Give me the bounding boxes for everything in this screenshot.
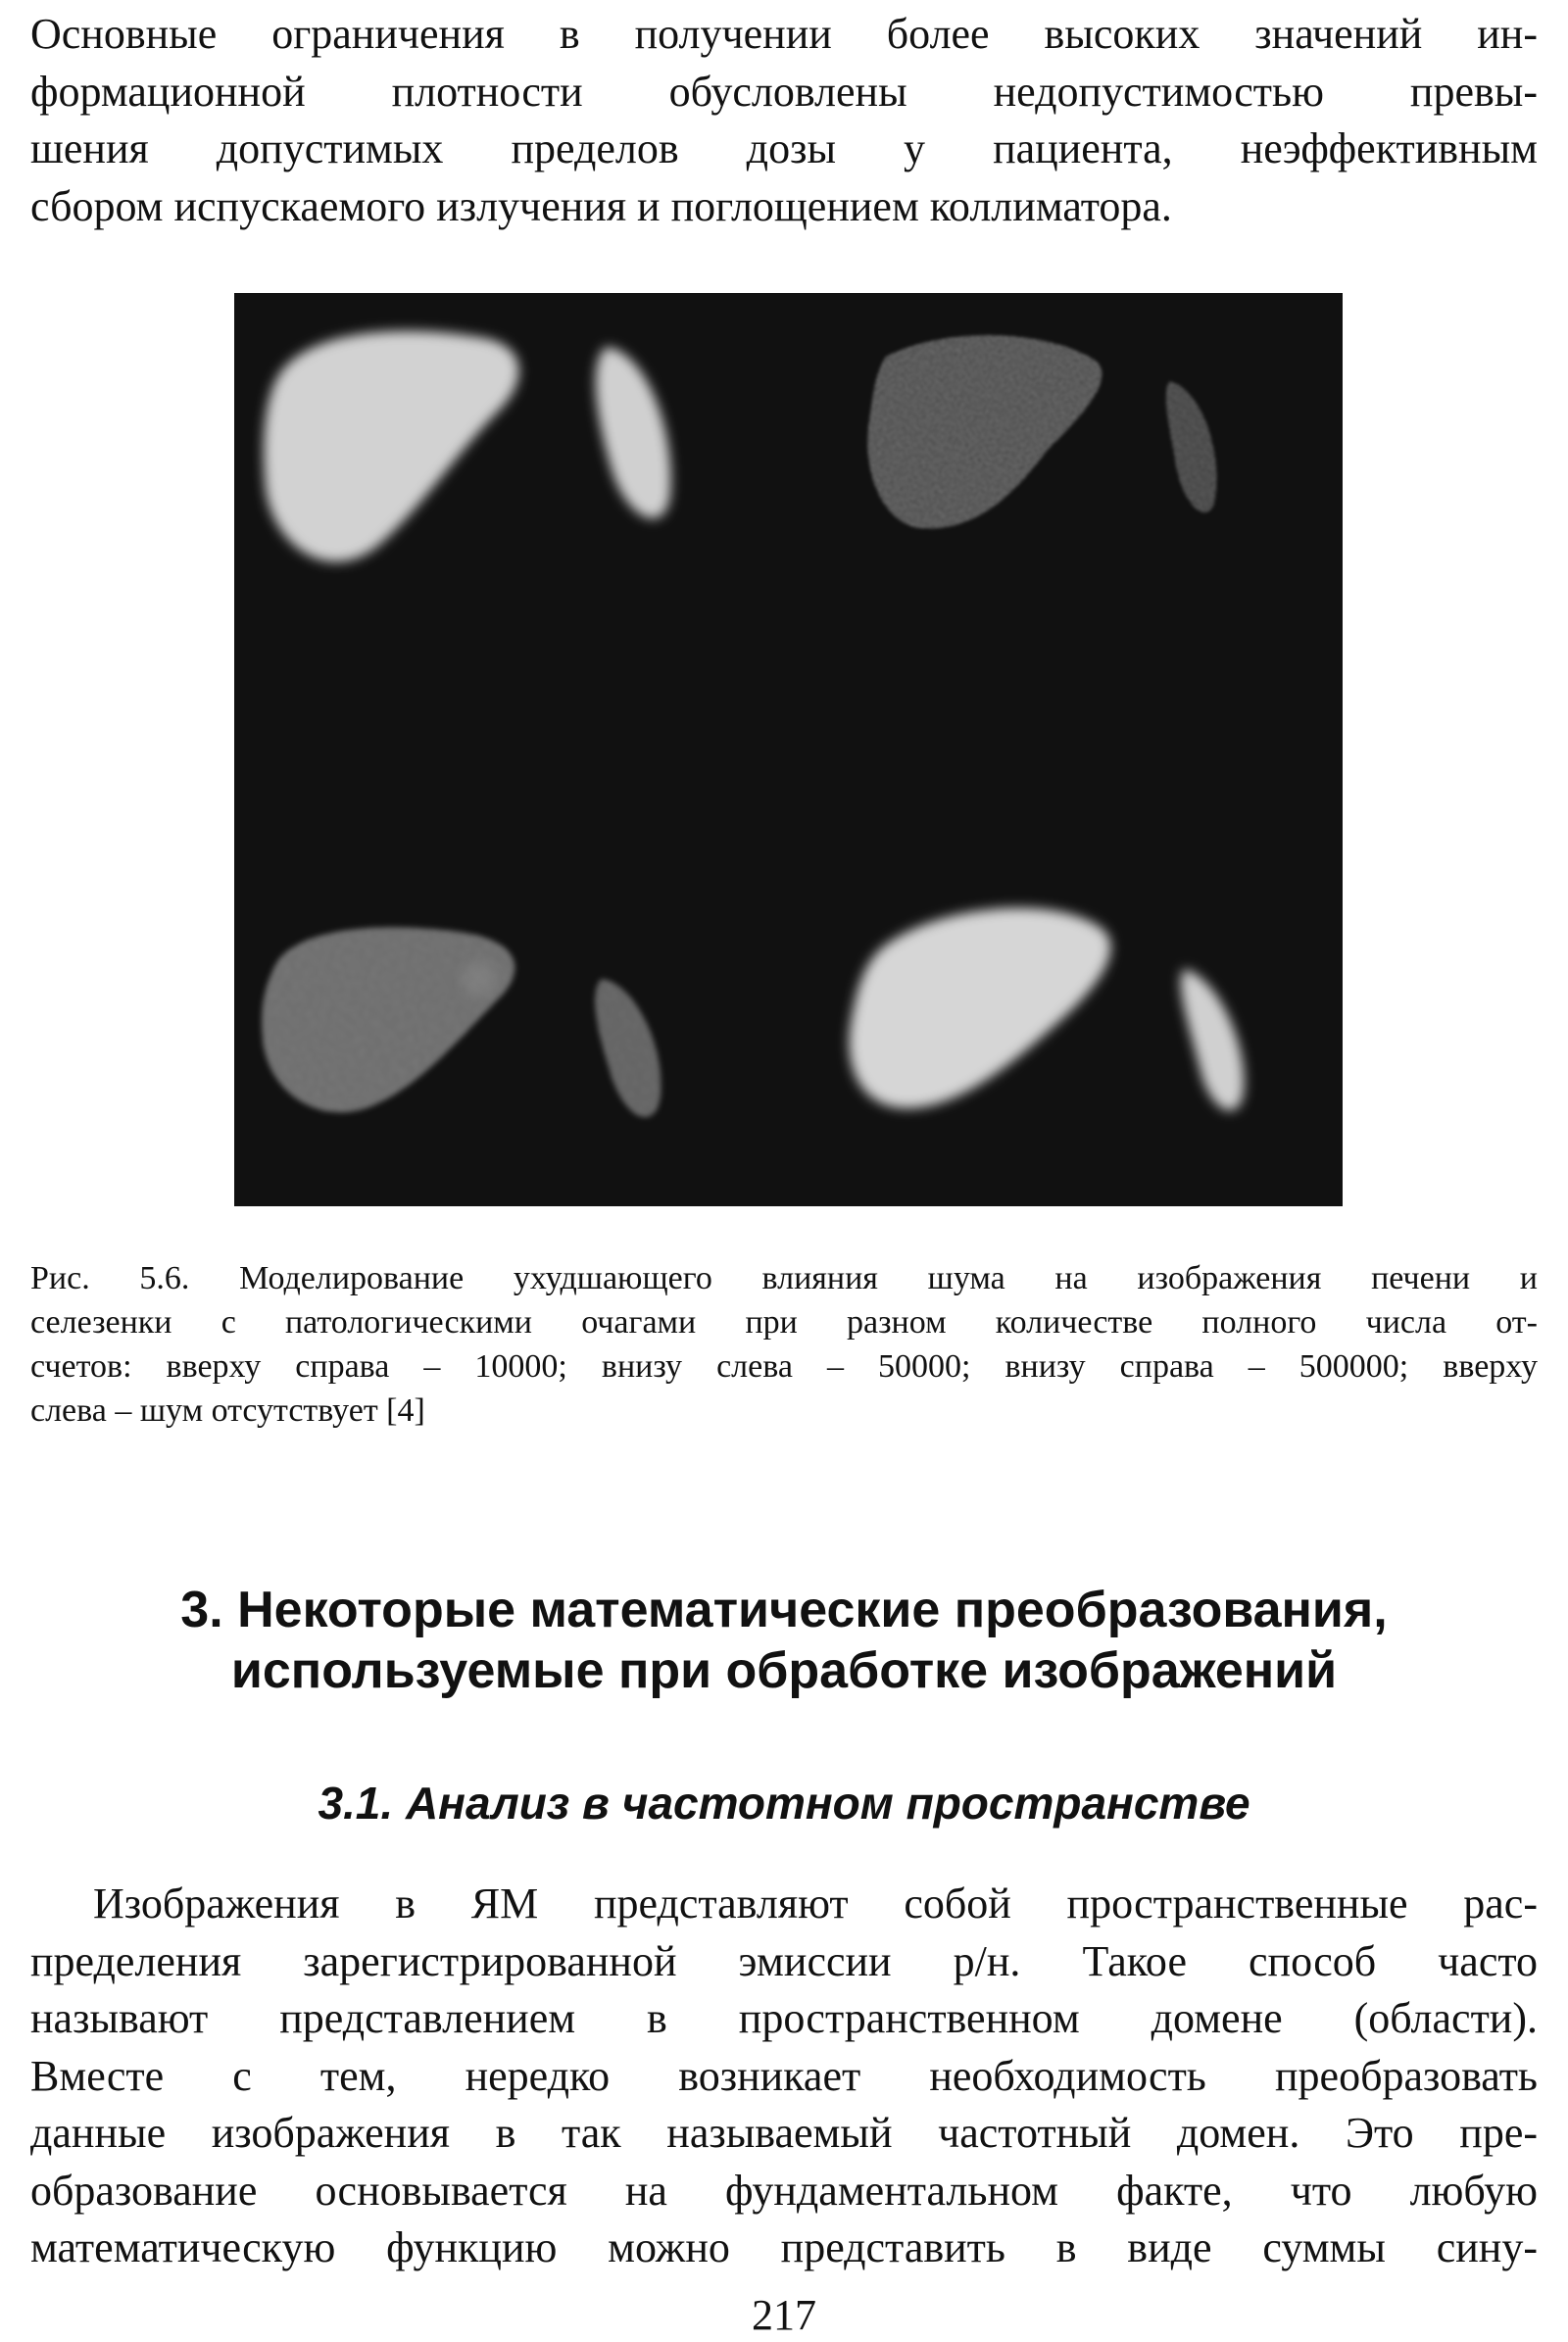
text-line: формационной плотности обусловлены недопустимостью превы- xyxy=(30,67,1538,116)
body-paragraph xyxy=(30,1876,1538,2277)
text-line: шения допустимых пределов дозы у пациента, неэффективным xyxy=(30,124,1538,172)
section-heading-line: используемые при обработке изображений xyxy=(230,1642,1338,1699)
text-line: данные изображения в так называемый частотный домен. Это пре- xyxy=(30,2109,1538,2157)
caption-line: счетов: вверху справа – 10000; внизу слева – 50000; внизу справа – 500000; вверху xyxy=(30,1348,1538,1385)
text-line: называют представлением в пространственном домене (области). xyxy=(30,1994,1538,2042)
figure-image xyxy=(234,293,1343,1206)
section-heading-line: 3. Некоторые математические преобразования, xyxy=(180,1582,1388,1638)
figure-caption xyxy=(30,1256,1538,1433)
text-line: Основные ограничения в получении более высоких значений ин- xyxy=(30,10,1538,58)
scintigraphy-figure xyxy=(234,293,1343,1206)
caption-line: селезенки с патологическими очагами при разном количестве полного числа от- xyxy=(30,1304,1538,1341)
text-line: математическую функцию можно представить в виде суммы сину- xyxy=(30,2223,1538,2271)
caption-line: Рис. 5.6. Моделирование ухудшающего влияния шума на изображения печени и xyxy=(30,1260,1538,1296)
subsection-heading: 3.1. Анализ в частотном пространстве xyxy=(318,1778,1250,1829)
intro-paragraph xyxy=(30,6,1538,235)
caption-line: слева – шум отсутствует [4] xyxy=(30,1392,425,1429)
text-line: пределения зарегистрированной эмиссии р/н. Такое способ часто xyxy=(30,1936,1538,1985)
page-number: 217 xyxy=(752,2291,816,2339)
text-line: Вместе с тем, нередко возникает необходимость преобразовать xyxy=(30,2051,1538,2100)
section-heading xyxy=(0,1580,1568,1701)
text-line: сбором испускаемого излучения и поглощением коллиматора. xyxy=(30,181,1172,230)
text-line: Изображения в ЯМ представляют собой пространственные рас- xyxy=(93,1879,1538,1927)
text-line: образование основывается на фундаментальном факте, что любую xyxy=(30,2166,1538,2215)
